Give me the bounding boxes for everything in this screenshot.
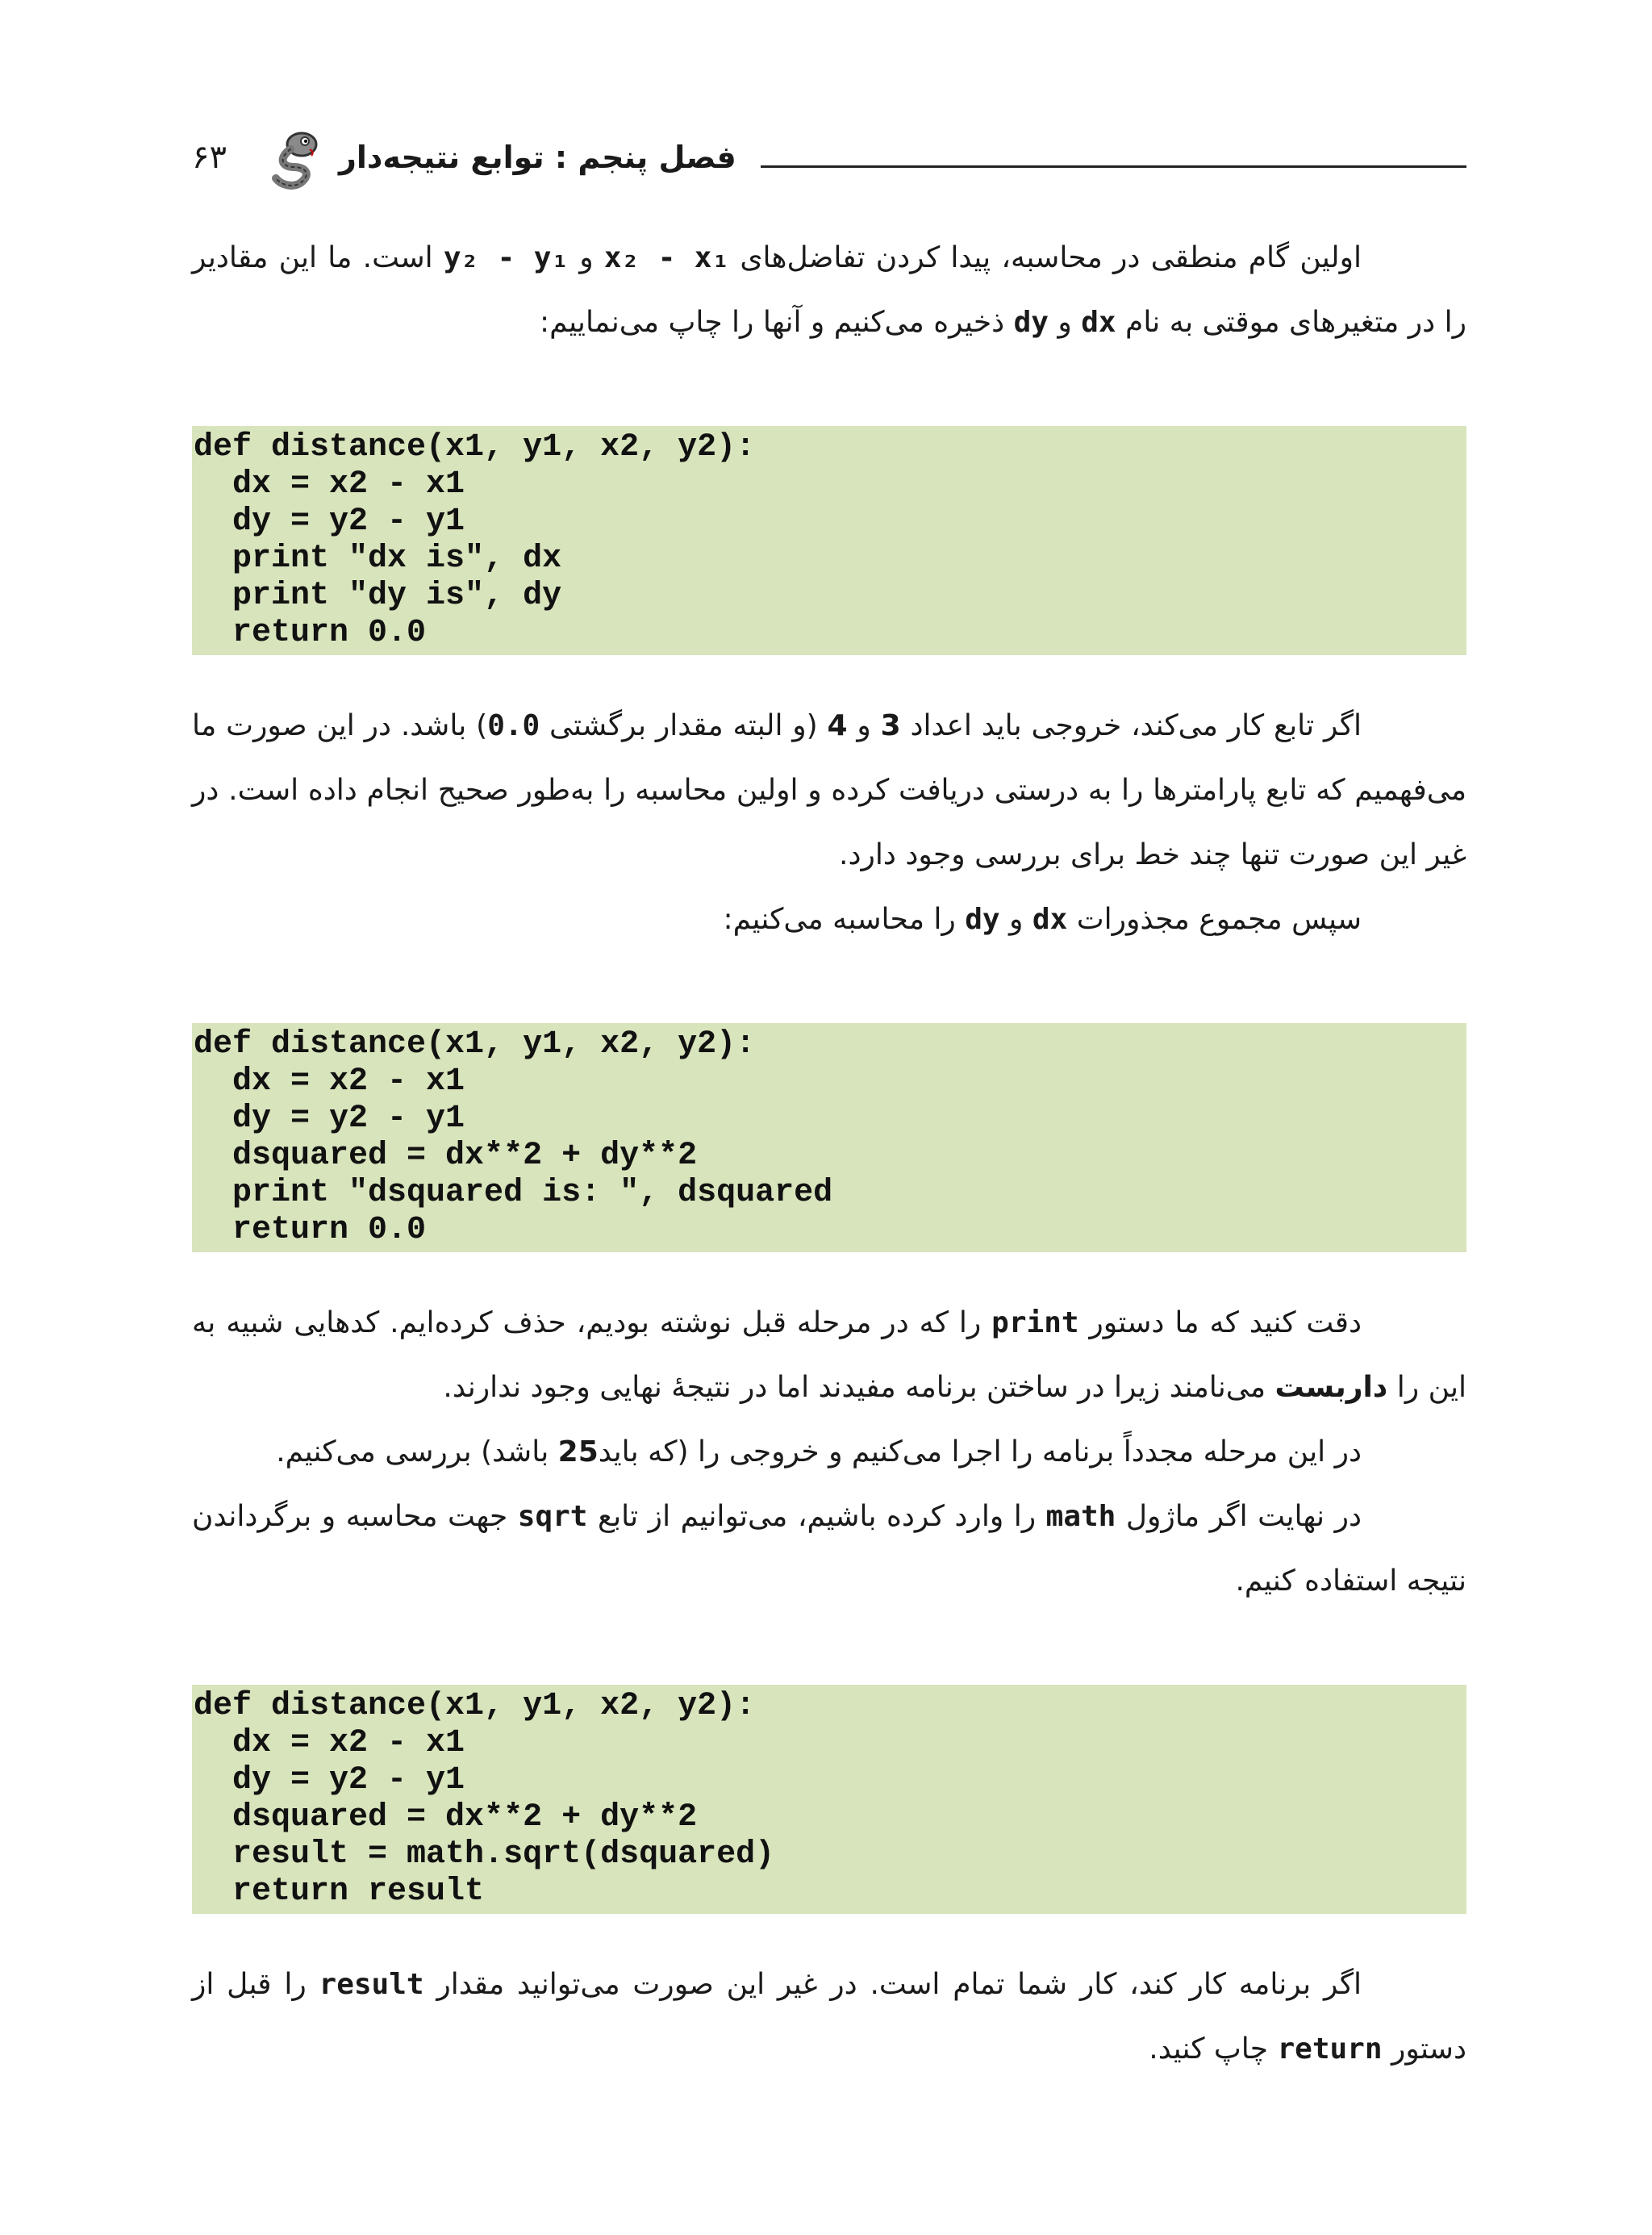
text: است. ما این مقادیر را در متغیرهای موقتی به نام	[192, 241, 1466, 339]
code-zero: 0.0	[487, 709, 540, 742]
paragraph-7	[192, 1953, 1466, 2082]
text: دقت کنید که ما دستور	[1078, 1306, 1362, 1339]
text: را قبل از دستور	[192, 1968, 1466, 2066]
text: جهت محاسبه و برگرداندن نتیجه استفاده کنیم.	[192, 1500, 1466, 1598]
code-block-3: def distance(x1, y1, x2, y2): dx = x2 - x1 dy = y2 - y1 dsquared = dx**2 + dy**2 result = math.sqrt(dsquared) return result	[192, 1685, 1466, 1914]
code-dx: dx	[1032, 903, 1068, 936]
text: و	[569, 241, 604, 274]
code-dy: dy	[1013, 306, 1049, 339]
paragraph-5	[192, 1420, 1466, 1485]
text: چاپ کنید.	[1149, 2032, 1278, 2066]
page-content	[192, 226, 1466, 2082]
paragraph-1	[192, 226, 1466, 355]
text: اولین گام منطقی در محاسبه، پیدا کردن تفاضل‌های	[729, 241, 1362, 274]
paragraph-6	[192, 1485, 1466, 1614]
text: و	[847, 709, 881, 742]
python-snake-icon	[265, 125, 329, 190]
page-number: ۶۳	[192, 139, 227, 176]
code-dx: dx	[1081, 306, 1116, 339]
paragraph-3	[192, 888, 1466, 952]
term-scaffolding: داربست	[1274, 1371, 1388, 1404]
text: سپس مجموع مجذورات	[1067, 903, 1362, 936]
number-25: 25	[557, 1435, 599, 1468]
code-dy: dy	[965, 903, 1000, 936]
text: ) باشد. در این صورت ما می‌فهمیم که تابع پارامترها را به درستی دریافت کرده و اولین محاسبه را به‌طور صحیح انجام داده است. در غیر این صورت تنها چند خط برای بررسی وجود دارد.	[192, 709, 1466, 871]
code-print: print	[991, 1306, 1079, 1339]
text: (و البته مقدار برگشتی	[540, 709, 828, 742]
text: در نهایت اگر ماژول	[1116, 1500, 1362, 1533]
text: می‌نامند زیرا در ساختن برنامه مفیدند اما در نتیجهٔ نهایی وجود ندارند.	[443, 1371, 1275, 1404]
math-expr-y: y₂ - y₁	[443, 241, 569, 274]
text: اگر تابع کار می‌کند، خروجی باید اعداد	[900, 709, 1362, 742]
page-header	[192, 121, 1466, 194]
code-return: return	[1277, 2032, 1383, 2066]
paragraph-4	[192, 1291, 1466, 1420]
number-4: 4	[827, 709, 848, 742]
text: ذخیره می‌کنیم و آنها را چاپ می‌نماییم:	[539, 306, 1014, 339]
code-block-2: def distance(x1, y1, x2, y2): dx = x2 - x1 dy = y2 - y1 dsquared = dx**2 + dy**2 print "dsquared is: ", dsquared return 0.0	[192, 1023, 1466, 1252]
code-block-1: def distance(x1, y1, x2, y2): dx = x2 - x1 dy = y2 - y1 print "dx is", dx print "dy is", dy return 0.0	[192, 426, 1466, 655]
header-rule	[761, 165, 1466, 168]
text: را که در مرحله قبل نوشته بودیم، حذف کرده‌ایم. کدهایی شبیه به این را	[192, 1306, 1466, 1404]
text: را وارد کرده باشیم، می‌توانیم از تابع	[587, 1500, 1046, 1533]
text: و	[999, 903, 1032, 936]
code-sqrt: sqrt	[517, 1500, 588, 1533]
code-math: math	[1045, 1500, 1116, 1533]
text: را محاسبه می‌کنیم:	[723, 903, 966, 936]
text: و	[1048, 306, 1082, 339]
text: باشد) بررسی می‌کنیم.	[276, 1435, 558, 1468]
text: در این مرحله مجدداً برنامه را اجرا می‌کنیم و خروجی را (که باید	[598, 1435, 1362, 1468]
chapter-title: فصل پنجم : توابع نتیجه‌دار	[339, 140, 736, 175]
number-3: 3	[880, 709, 901, 742]
math-expr-x: x₂ - x₁	[603, 241, 730, 274]
text: اگر برنامه کار کند، کار شما تمام است. در غیر این صورت می‌توانید مقدار	[423, 1968, 1362, 2001]
paragraph-2	[192, 694, 1466, 888]
code-result: result	[319, 1968, 424, 2001]
